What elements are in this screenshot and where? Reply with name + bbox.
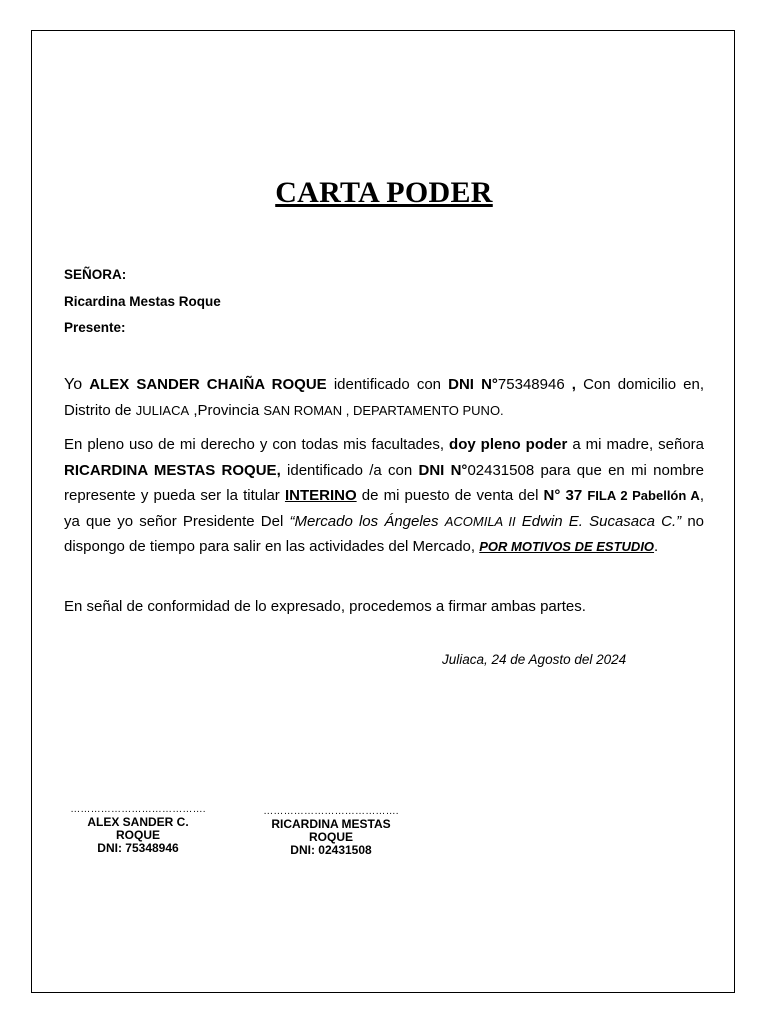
salutation: SEÑORA: [64,267,127,282]
yo-word: Yo [64,376,83,393]
signature-name: ALEX SANDER C. ROQUE [87,815,189,842]
p2-interino: INTERINO [284,487,357,504]
p2-stall-number: N° 37 [543,487,583,504]
p2-text-12: , ya que yo señor Presidente Del [64,487,704,530]
p2-text-5: identificado /a con [287,461,413,479]
signature-grantee [248,805,414,857]
signature-dni: DNI: 02431508 [290,843,372,857]
p2-text-7: 02431508 para que en mi nombre represente y pueda ser la titular [64,461,705,504]
addressee-name: Ricardina Mestas Roque [64,294,221,309]
signature-name: RICARDINA MESTAS ROQUE [271,817,391,844]
paragraph-power [64,432,704,560]
district: JULIACA [135,402,190,418]
signature-grantor [64,803,212,855]
date-line: Juliaca, 24 de Agosto del 2024 [442,652,627,667]
p2-grantee-name: RICARDINA MESTAS ROQUE, [64,461,281,479]
identificado-text: identificado con [333,376,442,393]
p2-acomila: ACOMILA II [444,513,516,529]
grantor-name: ALEX SANDER CHAIÑA ROQUE [89,376,327,393]
presente-label: Presente: [64,320,126,335]
domicilio-text: Con domicilio en, Distrito de [64,376,705,419]
p2-dni-label: DNI N° [418,461,468,479]
paragraph-conformity: En señal de conformidad de lo expresado, procedemos a firmar ambas partes. [64,598,586,615]
document-title: CARTA PODER [275,176,493,209]
signature-line: …………………………………. [263,806,399,817]
dni-label: DNI N° [448,376,498,393]
comma: , [564,376,576,393]
p2-president: Edwin E. Sucasaca C.” [521,512,682,530]
paragraph-identification [64,372,704,423]
p2-fila-pabellon: FILA 2 Pabellón A [587,488,700,503]
signature-dni: DNI: 75348946 [97,841,179,855]
p2-motivos: POR MOTIVOS DE ESTUDIO [479,539,655,554]
grantor-dni: 75348946 [497,376,565,393]
provincia-value: SAN ROMAN , DEPARTAMENTO PUNO. [263,402,504,418]
p2-mercado: “Mercado los Ángeles [289,512,439,530]
provincia-label: ,Provincia [193,401,260,419]
p2-doy-pleno-poder: doy pleno poder [449,436,568,453]
p2-period: . [654,538,659,555]
p2-text-16: no dispongo de tiempo para salir en las actividades del Mercado, [64,512,705,555]
p2-text-3: a mi madre, señora [572,436,704,453]
p2-text-9: de mi puesto de venta del [361,487,539,504]
signature-line: …………………………………. [70,804,206,815]
p2-text-1: En pleno uso de mi derecho y con todas mis facultades, [64,436,445,453]
